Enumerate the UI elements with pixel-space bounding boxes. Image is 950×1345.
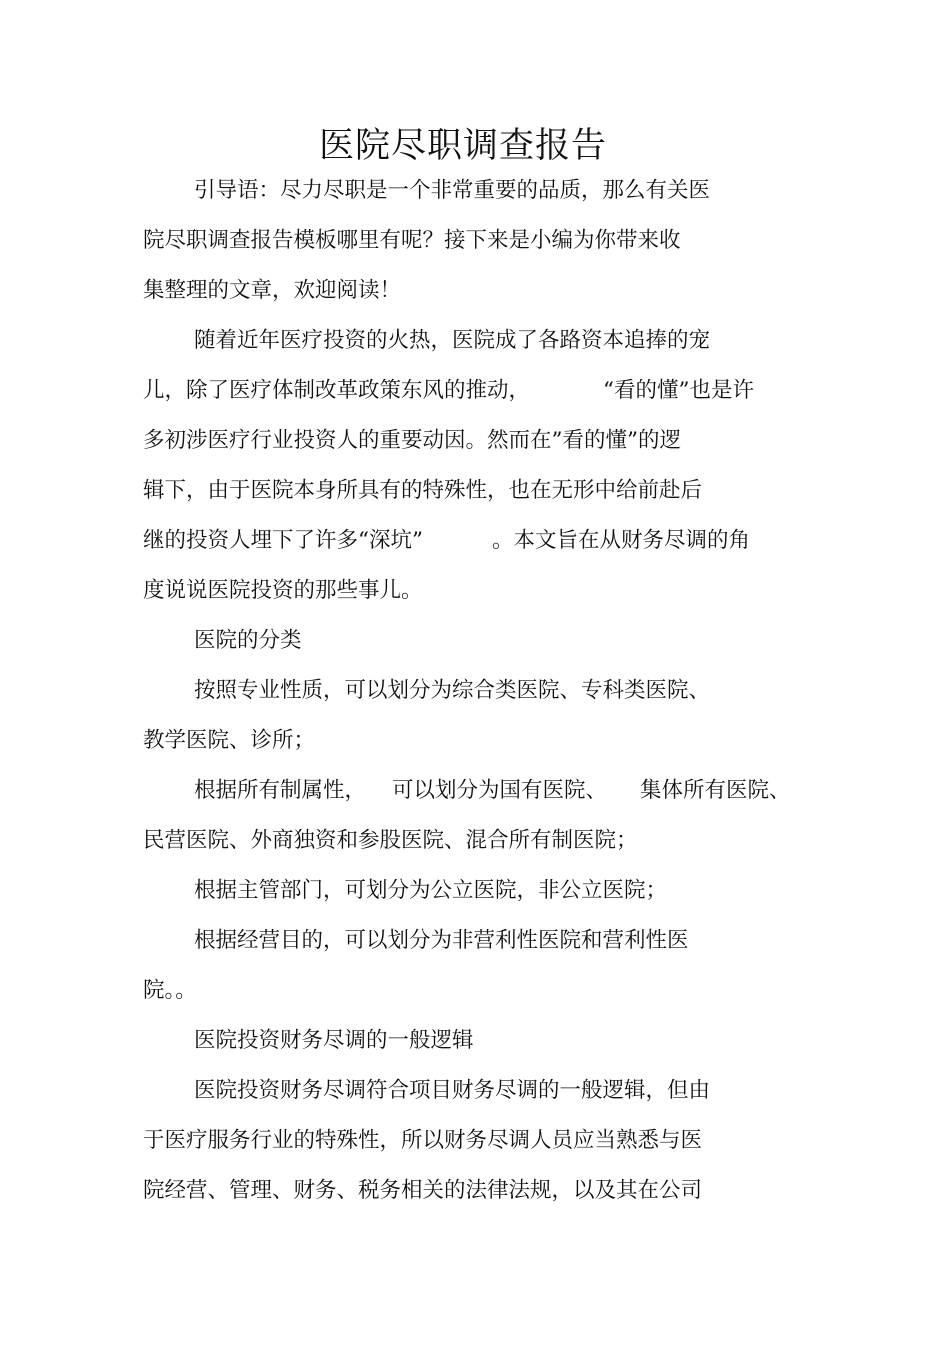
text-line: 继的投资人埋下了许多“深坑” [143,528,423,553]
text-line: 。本文旨在从财务尽调的角 [492,528,751,553]
text-line: 可以划分为国有医院、 [392,778,608,803]
text-line: 院尽职调查报告模板哪里有呢？接下来是小编为你带来收 [143,228,681,253]
text-line: 儿，除了医疗体制改革政策东风的推动， [143,378,531,403]
text-line: 于医疗服务行业的特殊性，所以财务尽调人员应当熟悉与医 [143,1128,703,1153]
text-line: 教学医院、诊所； [143,728,316,753]
text-line: 根据主管部门，可划分为公立医院，非公立医院； [194,878,668,903]
section-heading: 医院投资财务尽调的一般逻辑 [194,1028,474,1053]
text-line: 随着近年医疗投资的火热，医院成了各路资本追捧的宠 [194,328,711,353]
text-line: 医院投资财务尽调符合项目财务尽调的一般逻辑，但由 [194,1078,711,1103]
text-line: 集整理的文章，欢迎阅读！ [143,278,402,303]
text-line: 根据所有制属性， [194,778,367,803]
text-line: “看的懂”也是许 [603,378,754,403]
text-line: 引导语：尽力尽职是一个非常重要的品质，那么有关医 [194,178,711,203]
text-line: 度说说医院投资的那些事儿。 [143,578,423,603]
section-heading: 医院的分类 [194,628,302,653]
text-line: 院经营、管理、财务、税务相关的法律法规，以及其在公司 [143,1178,703,1203]
text-line: 民营医院、外商独资和参股医院、混合所有制医院； [143,828,638,853]
text-line: 多初涉医疗行业投资人的重要动因。然而在”看的懂”的逻 [143,428,681,453]
text-line: 按照专业性质，可以划分为综合类医院、专科类医院、 [194,678,711,703]
text-line: 院。。 [143,978,197,1003]
text-line: 辑下，由于医院本身所具有的特殊性，也在无形中给前赴后 [143,478,703,503]
document-title: 医院尽职调查报告 [318,126,607,166]
text-line: 集体所有医院、 [640,778,791,803]
text-line: 根据经营目的，可以划分为非营利性医院和营利性医 [194,928,689,953]
